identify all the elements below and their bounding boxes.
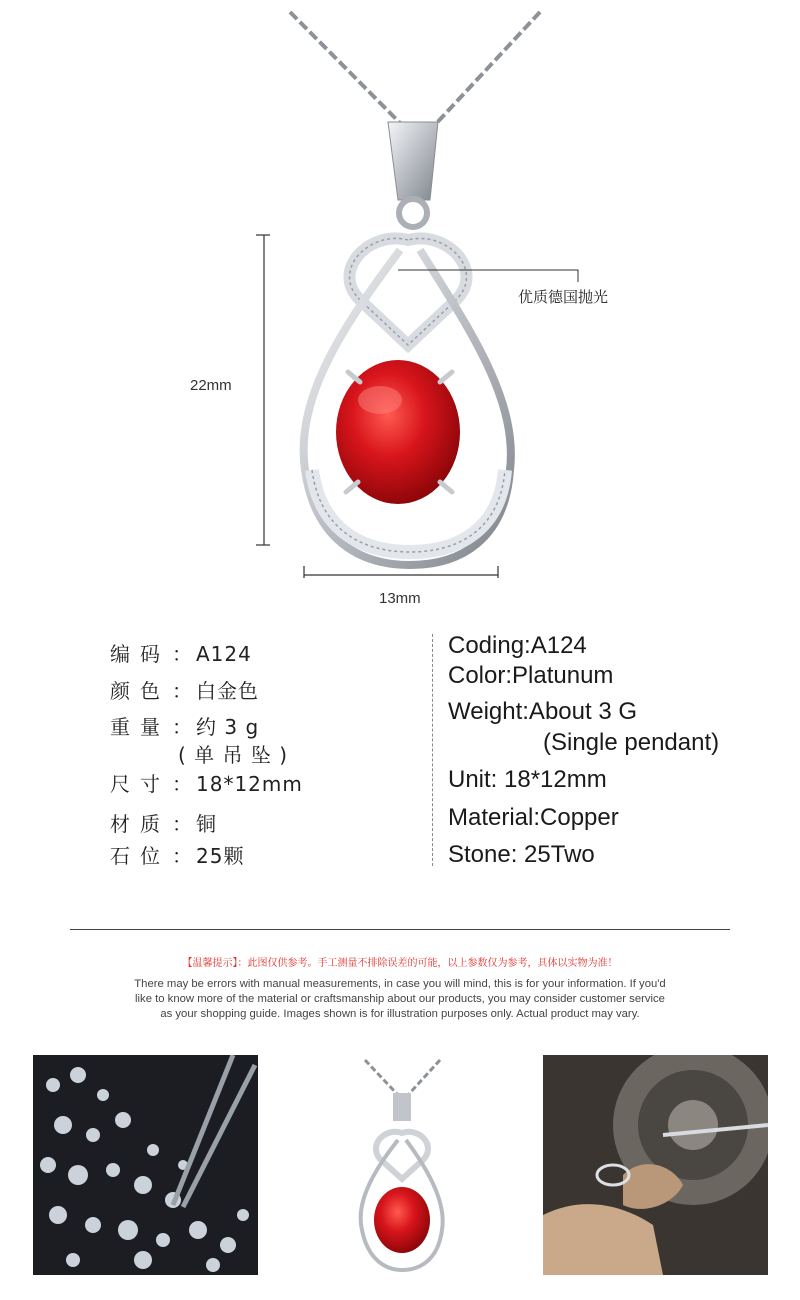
spec-en-weight: Weight:About 3 G bbox=[448, 698, 637, 725]
pendant-thumbnail-photo bbox=[290, 1055, 510, 1275]
height-label: 22mm bbox=[190, 377, 232, 394]
spec-cn-row-note: ( 单 吊 坠 ) bbox=[178, 743, 289, 767]
spec-en-unit: Unit: 18*12mm bbox=[448, 766, 607, 793]
width-label: 13mm bbox=[379, 590, 421, 607]
pendant-illustration bbox=[0, 0, 800, 620]
spec-en-material: Material:Copper bbox=[448, 804, 619, 831]
spec-cn-row: 尺寸 ： 18*12mm bbox=[110, 772, 303, 796]
chain bbox=[290, 12, 540, 128]
spec-en-stone: Stone: 25Two bbox=[448, 841, 595, 868]
spec-en-color: Color:Platunum bbox=[448, 662, 614, 689]
warm-notice: 【温馨提示】：此图仅供参考。手工测量不排除误差的可能，以上参数仅为参考，具体以实物为准！ bbox=[182, 958, 618, 969]
product-hero-image bbox=[0, 0, 800, 620]
callout-leader-line bbox=[398, 270, 578, 282]
spec-en-weight-note: (Single pendant) bbox=[543, 729, 720, 756]
craftsman-polishing-photo bbox=[543, 1055, 768, 1275]
section-divider bbox=[70, 929, 730, 930]
disclaimer: There may be errors with manual measurements, in case you will mind, this is for your information. If you'd like to know more of the material or craftsmanship about our products, you may consider customer service as your shopping guide. Images shown is for illustration purposes only. Actual product may vary. bbox=[134, 978, 666, 1020]
spec-cn-row: 石位 ： 25颗 bbox=[110, 844, 245, 868]
polish-callout: 优质德国抛光 bbox=[518, 288, 609, 306]
height-dimension-line bbox=[256, 235, 270, 545]
spec-cn-row: 材质 ： 铜 bbox=[110, 812, 217, 836]
spec-en-coding: Coding:A124 bbox=[448, 632, 587, 659]
diamonds-tweezers-photo bbox=[33, 1055, 258, 1275]
spec-cn-row: 重量 ： 约 3 g bbox=[110, 715, 260, 739]
spec-cn-row: 编码 ： A124 bbox=[110, 642, 252, 666]
spec-cn-row: 颜色 ： 白金色 bbox=[110, 679, 259, 703]
specs-divider bbox=[432, 634, 433, 866]
